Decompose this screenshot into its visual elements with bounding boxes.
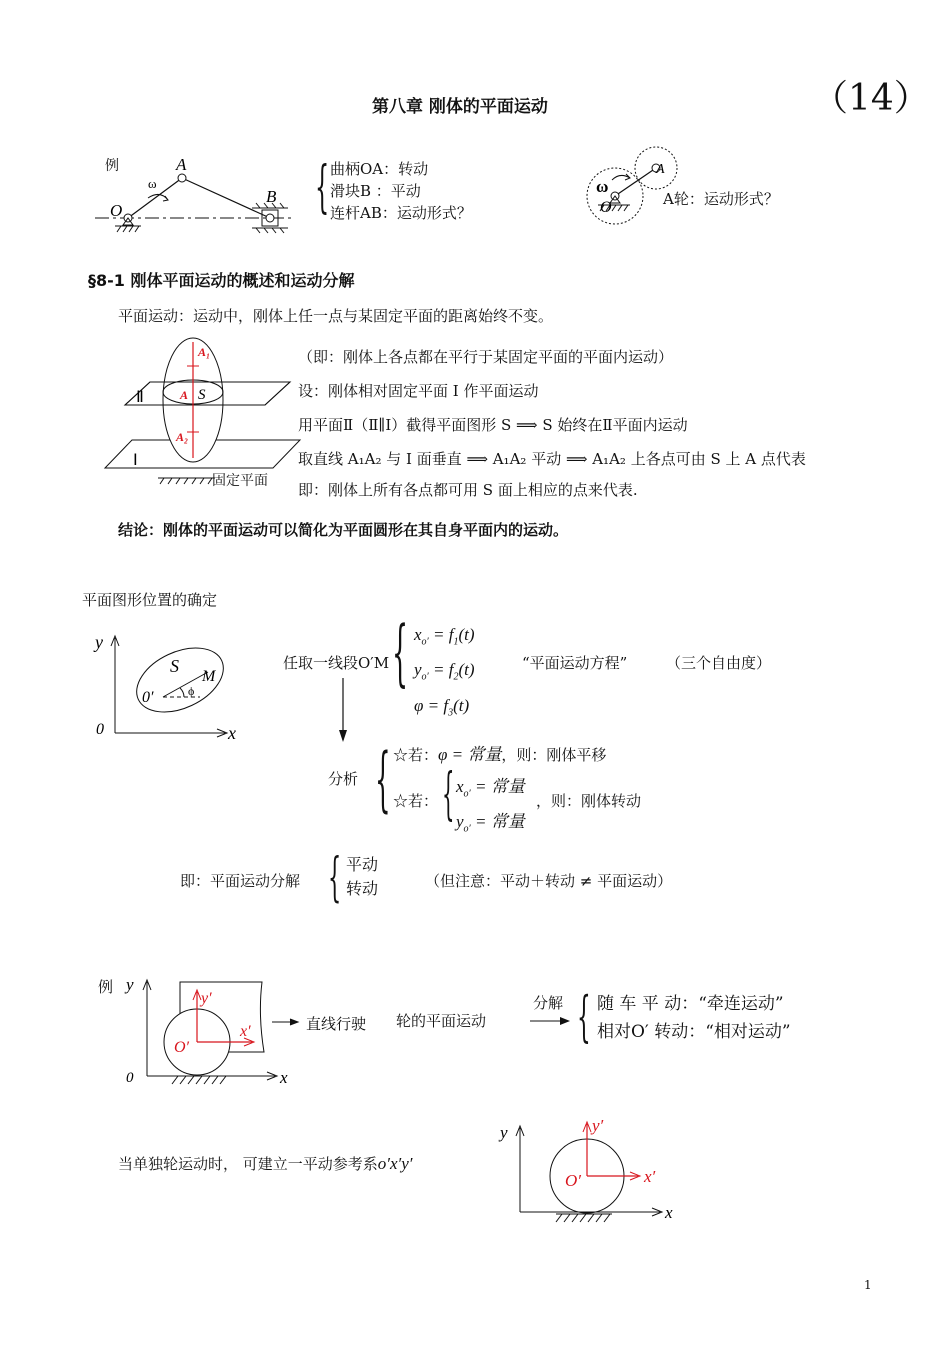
decomposition-brace: { (328, 848, 342, 908)
relative-motion: 相对O′ 转动：“相对运动” (597, 1022, 791, 1042)
wheel-caption: A轮：运动形式？ (663, 190, 779, 208)
equation-line: $\varphi = f_3(t)$ (414, 695, 470, 719)
car-o-prime: O′ (174, 1039, 190, 1056)
example1-item-rod: 连杆AB：运动形式？ (330, 204, 472, 222)
case2-conditions: $x_{o'}$ = 常量 $y_{o'}$ = 常量 (456, 777, 525, 835)
single-x-prime: x′ (644, 1167, 656, 1186)
car-x-prime: x′ (240, 1023, 251, 1040)
analysis-label: 分析 (328, 770, 359, 788)
wheel-motion-text: 轮的平面运动 (396, 1012, 487, 1030)
decomposition-prefix: 即：平面运动分解 (180, 872, 301, 890)
car-axis-x: x (280, 1068, 288, 1087)
label-plane2: Ⅱ (136, 389, 144, 406)
equation-name: “平面运动方程” (522, 654, 628, 672)
car-origin: 0 (126, 1070, 134, 1086)
page-number: 1 (864, 1278, 872, 1292)
example2-label: 例 (98, 978, 114, 996)
fixed-plane-label: 固定平面 (212, 473, 268, 489)
pos-phi: ϕ (188, 684, 195, 698)
label-a: A (180, 388, 189, 402)
label-a2: A₂ (176, 430, 189, 444)
pos-s: S (170, 656, 179, 676)
single-o-prime: O′ (565, 1171, 581, 1190)
equation-brace: { (392, 610, 409, 694)
car-y-prime: y′ (201, 990, 212, 1007)
single-axis-y: y (500, 1123, 508, 1142)
single-wheel-text: 当单独轮运动时， 可建立一平动参考系o′x′y′ (118, 1154, 413, 1173)
gear-o-label: O (600, 199, 612, 216)
brace-left: { (315, 155, 330, 220)
point-b-label: B (266, 187, 277, 206)
explanation-line: 即：刚体上所有各点都可用 S 面上相应的点来代表. (298, 481, 638, 499)
explanation-line: 取直线 A₁A₂ 与 I 面垂直 ⟹ A₁A₂ 平动 ⟹ A₁A₂ 上各点可由 S 上 A 点代表 (298, 450, 806, 468)
segment-text: 任取一线段O′M (283, 654, 390, 672)
analysis-case2-result: ，则：刚体转动 (536, 792, 642, 810)
pos-axis-x: x (228, 723, 236, 743)
analysis-brace: { (375, 738, 391, 820)
gear-a-label: A (656, 162, 665, 177)
analysis-case2-prefix: ☆若： (393, 792, 439, 810)
equation-line: $x_{o'} = f_1(t)$ (414, 625, 475, 648)
case2-brace: { (442, 762, 455, 827)
degrees-of-freedom: （三个自由度） (666, 654, 772, 672)
transport-motion: 随 车 平 动：“牵连运动” (597, 994, 784, 1014)
single-axis-x: x (665, 1203, 673, 1222)
section-heading: §8-1 刚体平面运动的概述和运动分解 (88, 271, 355, 290)
definition-text: 平面运动：运动中，刚体上任一点与某固定平面的距离始终不变。 (118, 307, 554, 325)
car-axis-y: y (126, 975, 134, 994)
gear-omega-label: ω (596, 177, 609, 196)
explanation-line: （即：刚体上各点都在平行于某固定平面的平面内运动） (298, 348, 674, 366)
decomposition-translation: 平动 (346, 855, 379, 874)
point-a-label: A (176, 155, 187, 174)
equation-line: $y_{o'} = f_2(t)$ (414, 660, 475, 683)
example1-item-crank: 曲柄OA：转动 (330, 160, 429, 178)
decomposition-note: （但注意：平动＋转动 ≠ 平面运动） (425, 872, 673, 890)
label-s: S (198, 387, 206, 403)
pos-m: M (202, 668, 216, 685)
explanation-line: 用平面Ⅱ（Ⅱ∥Ⅰ）截得平面图形 S ⟹ S 始终在Ⅱ平面内运动 (298, 416, 688, 434)
point-o-label: O (110, 201, 123, 220)
explanation-line: 设：刚体相对固定平面 I 作平面运动 (298, 382, 539, 400)
analysis-case1: ☆若：φ = 常量，则：刚体平移 (393, 745, 607, 764)
pos-axis-y: y (95, 632, 103, 652)
pos-origin: 0 (96, 721, 104, 738)
position-heading: 平面图形位置的确定 (82, 591, 218, 609)
chapter-title: 第八章 刚体的平面运动 (372, 97, 548, 117)
pos-o-prime: 0′ (142, 689, 154, 706)
split-label: 分解 (533, 994, 564, 1012)
label-a1: A₁ (198, 345, 211, 359)
omega-label: ω (148, 176, 157, 191)
conclusion: 结论：刚体的平面运动可以简化为平面圆形在其自身平面内的运动。 (118, 521, 569, 539)
single-y-prime: y′ (592, 1116, 604, 1135)
page-tag: （14） (812, 78, 930, 119)
decomposition-rotation: 转动 (346, 879, 379, 898)
moving-text: 直线行驶 (306, 1015, 367, 1033)
example1-item-slider: 滑块B ：平动 (330, 182, 421, 200)
split-brace: { (577, 985, 591, 1048)
example1-label: 例 (105, 158, 119, 174)
label-plane1: Ⅰ (133, 452, 138, 469)
